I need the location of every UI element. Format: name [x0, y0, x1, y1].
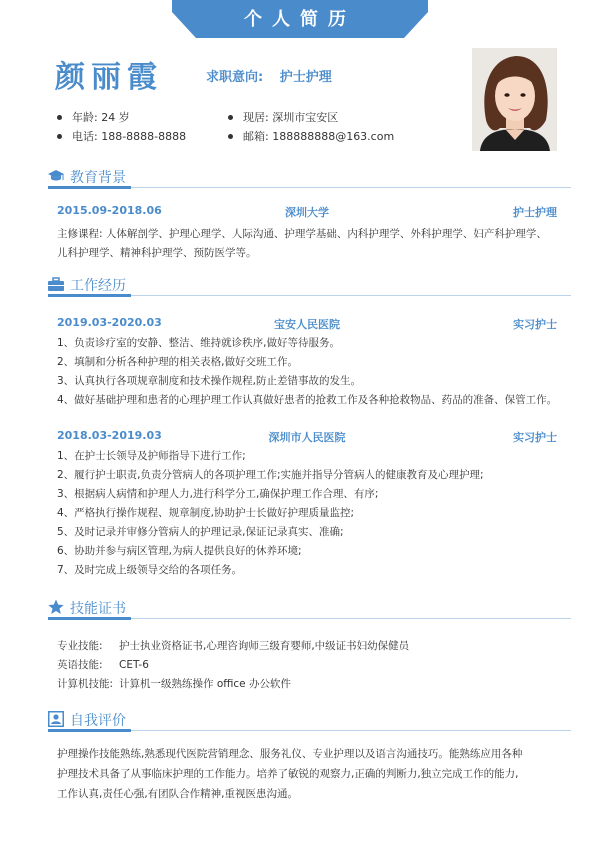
- section-education: [48, 165, 571, 189]
- self-evaluation-text: 工作认真,责任心强,有团队合作精神,重视医患沟通。: [57, 788, 299, 800]
- job-duty: 2、履行护士职责,负责分管病人的各项护理工作;实施并指导分管病人的健康教育及心理护理;: [57, 469, 484, 481]
- job-duty: 1、负责诊疗室的安静、整洁、维持就诊秩序,做好等待服务。: [57, 337, 341, 349]
- education-school: 深圳大学: [285, 206, 329, 219]
- job-organization: 深圳市人民医院: [268, 431, 346, 444]
- section-accent: [48, 186, 131, 189]
- job-duty: 1、在护士长领导及护师指导下进行工作;: [57, 450, 246, 462]
- info-age: 年龄: 24 岁: [57, 109, 130, 125]
- skill-label: 英语技能:: [57, 659, 103, 671]
- skill-computer: [57, 676, 291, 691]
- self-evaluation-text: 护理操作技能熟练,熟悉现代医院营销理念、服务礼仪、专业护理以及语言沟通技巧。能熟练应用各种: [57, 748, 523, 760]
- job-entry-header: [57, 429, 557, 445]
- job-role: 实习护士: [513, 318, 557, 331]
- section-skills: [48, 596, 571, 620]
- briefcase-icon: [48, 276, 64, 292]
- section-title: 技能证书: [70, 601, 126, 617]
- job-duty: 2、填制和分析各种护理的相关表格,做好交班工作。: [57, 356, 299, 368]
- job-duty: 5、及时记录并审修分管病人的护理记录,保证记录真实、准确;: [57, 526, 344, 538]
- top-banner: [172, 0, 428, 38]
- job-period: 2019.03-2020.03: [57, 316, 162, 329]
- job-duty: 7、及时完成上级领导交给的各项任务。: [57, 564, 243, 576]
- info-location: 现居: 深圳市宝安区: [228, 109, 338, 125]
- bullet-dot: [228, 134, 233, 139]
- candidate-name: 颜丽霞: [55, 60, 163, 95]
- banner-title: 个人简历: [244, 9, 356, 30]
- bullet-dot: [57, 134, 62, 139]
- job-role: 实习护士: [513, 431, 557, 444]
- section-title: 自我评价: [70, 713, 126, 729]
- education-period: 2015.09-2018.06: [57, 204, 162, 217]
- job-duty: 3、认真执行各项规章制度和技术操作规程,防止差错事故的发生。: [57, 375, 362, 387]
- star-icon: [48, 599, 64, 615]
- self-evaluation-text: 护理技术具备了从事临床护理的工作能力。培养了敏锐的观察力,正确的判断力,独立完成工作的能力,: [57, 768, 519, 780]
- skill-professional: [57, 638, 409, 653]
- job-duty: 3、根据病人病情和护理人力,进行科学分工,确保护理工作合理、有序;: [57, 488, 379, 500]
- skill-value: 计算机一级熟练操作 office 办公软件: [119, 678, 291, 690]
- skill-value: 护士执业资格证书,心理咨询师三级育婴师,中级证书妇幼保健员: [119, 640, 410, 652]
- info-email: 邮箱: 188888888@163.com: [228, 128, 394, 144]
- skill-english: [57, 657, 149, 672]
- skill-label: 专业技能:: [57, 640, 103, 652]
- education-entry-header: [57, 204, 557, 220]
- profile-photo: [472, 48, 557, 151]
- job-duty: 4、严格执行操作规程、规章制度,协助护士长做好护理质量监控;: [57, 507, 355, 519]
- education-courses: 主修课程: 人体解剖学、护理心理学、人际沟通、护理学基础、内科护理学、外科护理学、妇产科护理学、: [57, 228, 547, 240]
- graduation-cap-icon: [48, 168, 64, 184]
- section-accent: [48, 294, 131, 297]
- section-work: [48, 273, 571, 297]
- job-entry-header: [57, 316, 557, 332]
- job-duty: 4、做好基础护理和患者的心理护理工作认真做好患者的抢救工作及各种抢救物品、药品的准备、保管工作。: [57, 394, 558, 406]
- user-card-icon: [48, 711, 64, 727]
- job-period: 2018.03-2019.03: [57, 429, 162, 442]
- section-accent: [48, 617, 131, 620]
- section-self-evaluation: [48, 708, 571, 732]
- job-objective: [206, 66, 332, 85]
- section-accent: [48, 729, 131, 732]
- education-courses-cont: 儿科护理学、精神科护理学、预防医学等。: [57, 247, 257, 259]
- objective-label: 求职意向:: [206, 70, 264, 85]
- section-title: 工作经历: [70, 278, 126, 294]
- skill-label: 计算机技能:: [57, 678, 114, 690]
- job-duty: 6、协助并参与病区管理,为病人提供良好的休养环境;: [57, 545, 302, 557]
- info-phone: 电话: 188-8888-8888: [57, 128, 186, 144]
- objective-value: 护士护理: [279, 70, 332, 85]
- bullet-dot: [57, 115, 62, 120]
- bullet-dot: [228, 115, 233, 120]
- education-major: 护士护理: [513, 206, 557, 219]
- job-organization: 宝安人民医院: [274, 318, 340, 331]
- section-title: 教育背景: [70, 170, 126, 186]
- skill-value: CET-6: [119, 659, 149, 671]
